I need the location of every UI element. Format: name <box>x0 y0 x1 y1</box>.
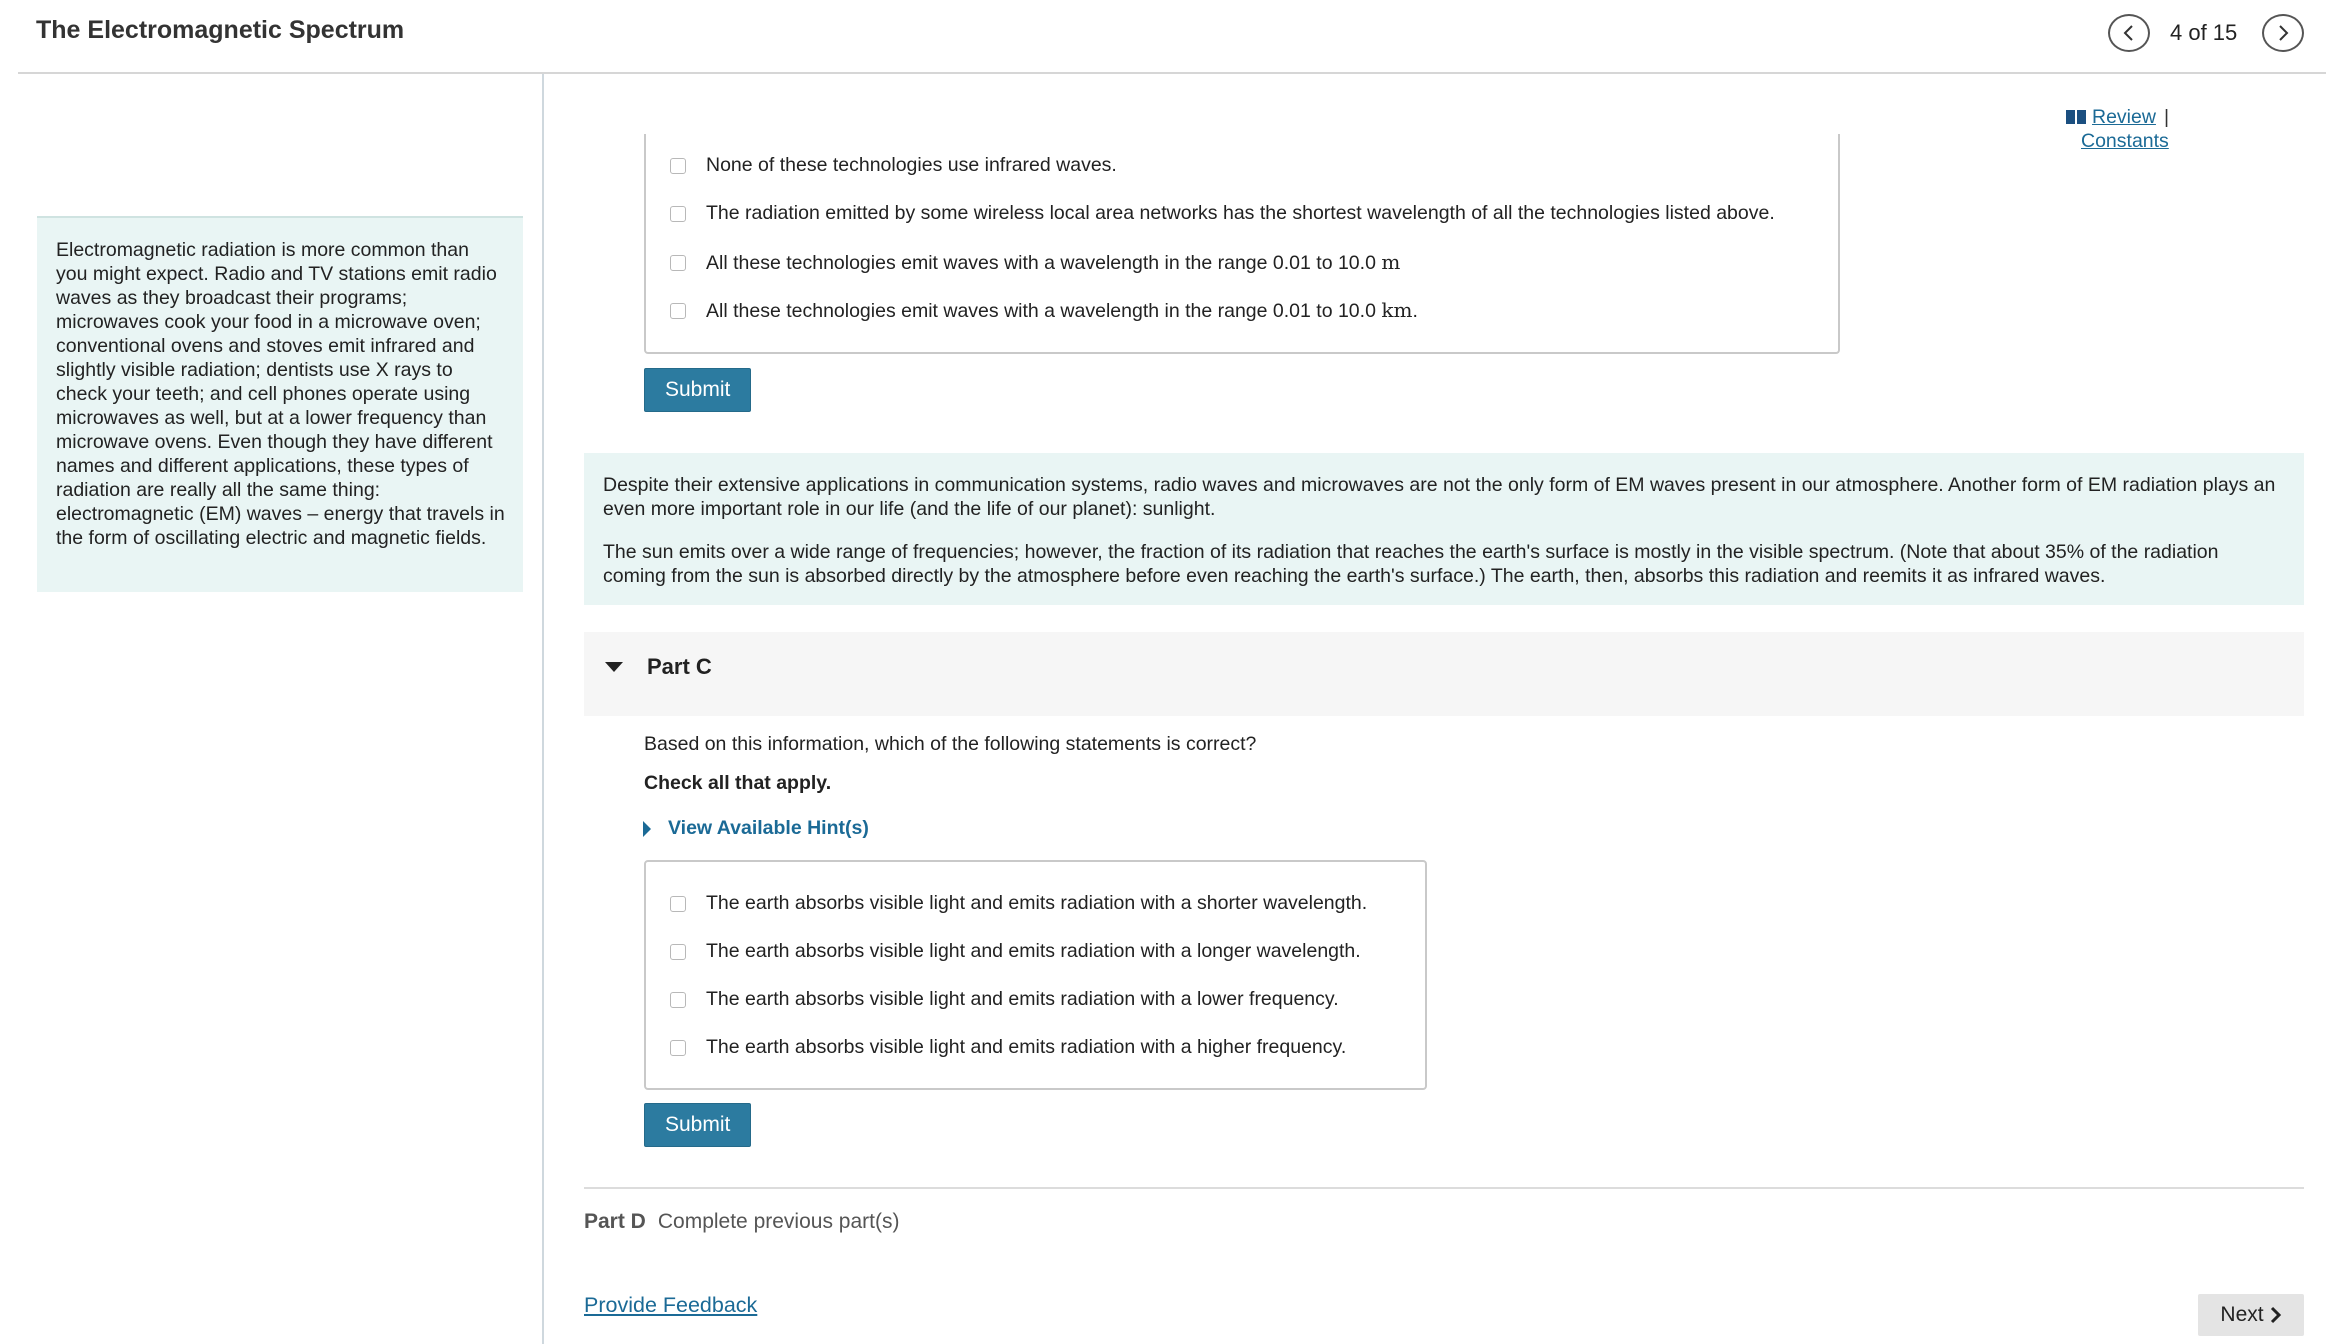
info-panel <box>584 453 2304 605</box>
divider <box>584 1187 2304 1189</box>
link-separator: | <box>2163 106 2170 128</box>
option-label: All these technologies emit waves with a wavelength in the range 0.01 to 10.0 m <box>706 250 1401 274</box>
part-c-header[interactable] <box>584 632 2304 716</box>
next-button[interactable] <box>2198 1294 2304 1336</box>
option-label: The earth absorbs visible light and emits radiation with a lower frequency. <box>706 988 1339 1010</box>
next-label: Next <box>2220 1303 2264 1326</box>
caret-down-icon <box>605 662 623 672</box>
column-divider <box>542 74 544 1344</box>
resource-links <box>2066 105 2169 153</box>
part-c-label: Part C <box>647 654 712 679</box>
checkbox[interactable] <box>670 158 686 174</box>
part-c-instruction: Check all that apply. <box>644 772 832 794</box>
info-paragraph: Despite their extensive applications in communication systems, radio waves and microwaves are not the only form of EM waves present in our atmosphere. Another form of EM radiation plays an even more important role in our life (and the life of our planet): sunlight. <box>603 474 2276 520</box>
page-title: The Electromagnetic Spectrum <box>36 16 405 44</box>
checkbox[interactable] <box>670 303 686 319</box>
checkbox[interactable] <box>670 896 686 912</box>
part-c-option[interactable] <box>670 940 1361 963</box>
part-d-label: Part D <box>584 1210 646 1233</box>
book-icon <box>2066 110 2086 124</box>
option-label: None of these technologies use infrared waves. <box>706 154 1117 176</box>
part-d-status: Complete previous part(s) <box>657 1210 900 1233</box>
view-hints-toggle[interactable] <box>643 817 869 840</box>
option-label: All these technologies emit waves with a wavelength in the range 0.01 to 10.0 km. <box>706 298 1418 322</box>
part-c-option[interactable] <box>670 988 1339 1011</box>
chevron-right-icon <box>2270 1306 2282 1324</box>
chevron-left-icon <box>2122 24 2136 42</box>
caret-right-icon <box>643 821 651 837</box>
part-c-submit-button[interactable]: Submit <box>644 1103 751 1147</box>
constants-link[interactable]: Constants <box>2081 130 2169 152</box>
info-paragraph: The sun emits over a wide range of frequencies; however, the fraction of its radiation that reaches the earth's surface is mostly in the visible spectrum. (Note that about 35% of the radiation coming from the sun is absorbed directly by the atmosphere before even reaching the earth's surface.) The earth, then, absorbs this radiation and reemits it as infrared waves. <box>603 541 2219 587</box>
intro-text: Electromagnetic radiation is more common than you might expect. Radio and TV stations emit radio waves as they broadcast their programs; microwaves cook your food in a microwave oven; conventional ovens and stoves emit infrared and slightly visible radiation; dentists use X rays to check your teeth; and cell phones operate using microwaves as well, but at a lower frequency than microwave ovens. Even though they have different names and different applications, these types of radiation are really all the same thing: electromagnetic (EM) waves – energy that travels in the form of oscillating electric and magnetic fields. <box>56 239 505 549</box>
checkbox[interactable] <box>670 206 686 222</box>
part-c-option[interactable] <box>670 1036 1346 1059</box>
part-c-question: Based on this information, which of the following statements is correct? <box>644 733 1257 755</box>
option-label: The earth absorbs visible light and emits radiation with a higher frequency. <box>706 1036 1347 1058</box>
part-c-option[interactable] <box>670 892 1367 915</box>
checkbox[interactable] <box>670 992 686 1008</box>
part-b-submit-button[interactable]: Submit <box>644 368 751 412</box>
option-label: The earth absorbs visible light and emits radiation with a shorter wavelength. <box>706 892 1368 914</box>
top-bar <box>18 0 2326 74</box>
previous-item-button[interactable] <box>2108 14 2150 52</box>
hint-label: View Available Hint(s) <box>668 817 869 839</box>
part-d-row <box>584 1210 899 1234</box>
option-label: The radiation emitted by some wireless local area networks has the shortest wavelength of all the technologies listed above. <box>706 202 1775 224</box>
part-b-option[interactable] <box>670 298 1418 323</box>
part-b-options <box>644 134 1840 354</box>
page-counter: 4 of 15 <box>2170 20 2238 45</box>
part-b-option[interactable] <box>670 250 1400 275</box>
part-c-options <box>644 860 1427 1090</box>
checkbox[interactable] <box>670 1040 686 1056</box>
option-label: The earth absorbs visible light and emits radiation with a longer wavelength. <box>706 940 1361 962</box>
checkbox[interactable] <box>670 255 686 271</box>
part-b-option[interactable] <box>670 202 1775 225</box>
intro-panel <box>37 216 523 592</box>
review-link[interactable]: Review <box>2092 106 2156 128</box>
part-b-option[interactable] <box>670 154 1117 177</box>
next-item-button[interactable] <box>2262 14 2304 52</box>
checkbox[interactable] <box>670 944 686 960</box>
chevron-right-icon <box>2276 24 2290 42</box>
provide-feedback-link[interactable]: Provide Feedback <box>584 1293 758 1317</box>
